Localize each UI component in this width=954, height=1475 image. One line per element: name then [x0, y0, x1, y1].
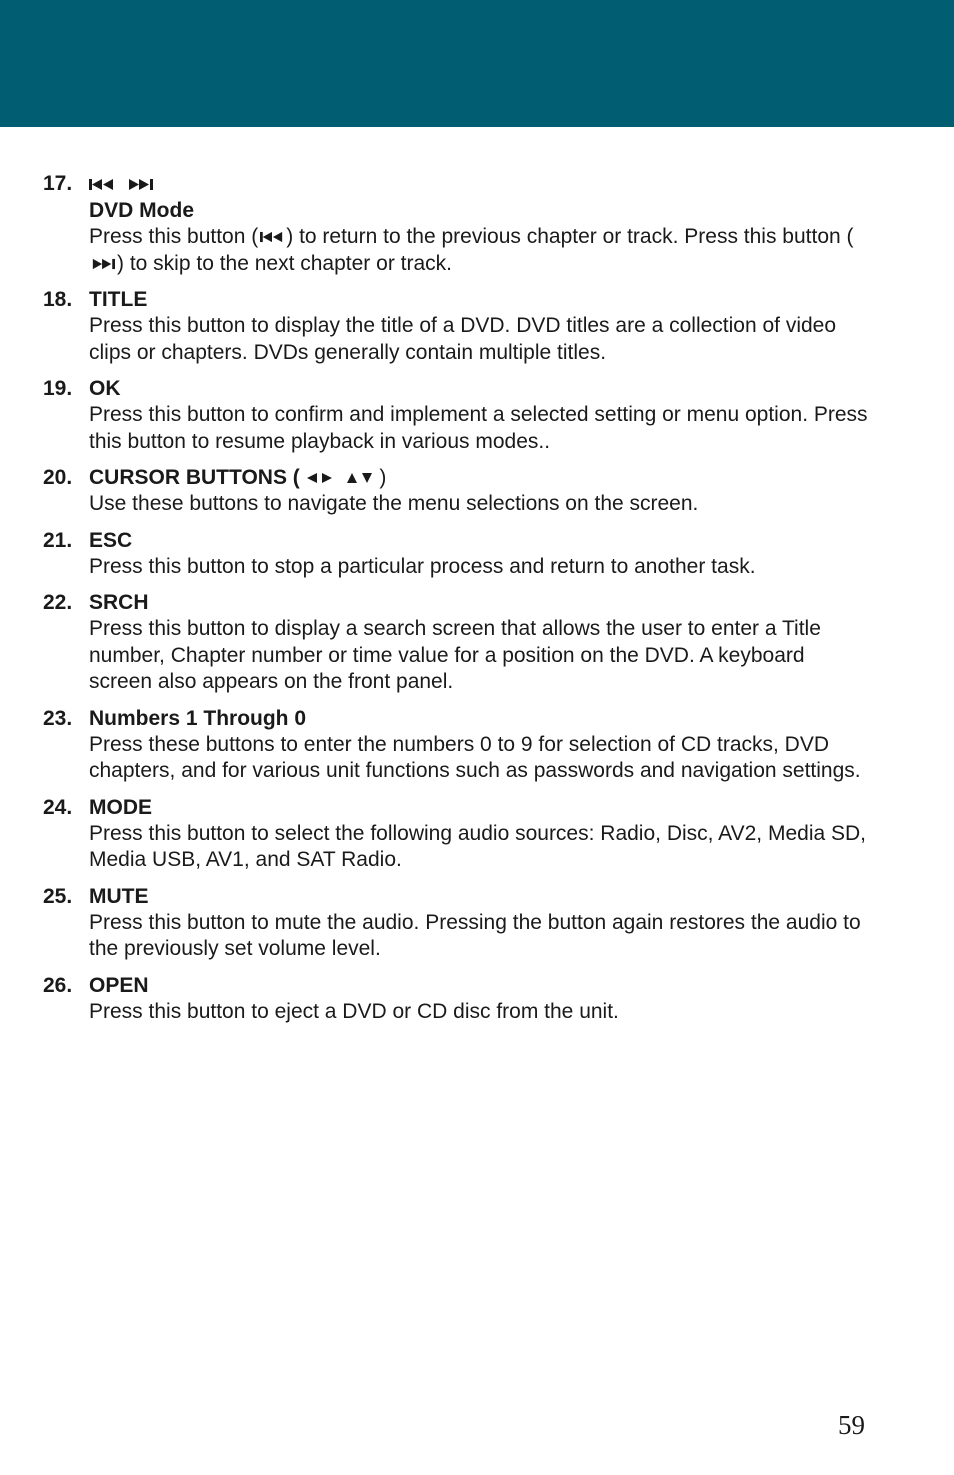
item-title: OK	[89, 377, 121, 400]
item-title: SRCH	[89, 591, 149, 614]
item-description: Use these buttons to navigate the menu selections on the screen.	[89, 492, 699, 515]
item-description: Press this button to display a search screen that allows the user to enter a Title number, Chapter number or time value for a position on the DVD. A keyboard screen also appears on the front panel.	[89, 617, 821, 693]
desc-part: ) to skip to the next chapter or track.	[117, 251, 452, 275]
skip-previous-icon	[89, 178, 115, 191]
item-description: Press this button to display the title of a DVD. DVD titles are a collection of video clips or chapters. DVDs generally contain multiple titles.	[89, 314, 837, 364]
item-subtitle: DVD Mode	[89, 199, 194, 222]
button-descriptions-list	[43, 170, 873, 1025]
item-title	[89, 464, 873, 491]
item-number: 17.	[43, 172, 73, 195]
item-title: OPEN	[89, 973, 149, 997]
item-description	[89, 224, 873, 277]
item-number: 19.	[43, 377, 73, 400]
item-description: Press this button to eject a DVD or CD disc from the unit.	[89, 999, 619, 1023]
item-number: 23.	[43, 706, 73, 730]
item-number: 20.	[43, 466, 73, 489]
list-item	[43, 286, 873, 366]
item-number: 24.	[43, 795, 73, 819]
item-number: 21.	[43, 528, 73, 552]
arrow-right-icon	[321, 472, 333, 484]
list-item	[43, 589, 873, 696]
item-title: TITLE	[89, 288, 148, 311]
skip-previous-icon	[260, 231, 284, 243]
item-title: Numbers 1 Through 0	[89, 706, 307, 730]
list-item	[43, 527, 873, 581]
list-item	[43, 883, 873, 963]
header-band	[0, 0, 954, 127]
item-description: Press this button to stop a particular process and return to another task.	[89, 554, 756, 578]
item-description: Press these buttons to enter the numbers 0 to 9 for selection of CD tracks, DVD chapters, and for various unit functions such as passwords and navigation settings.	[89, 732, 861, 782]
list-item	[43, 375, 873, 455]
desc-part: ) to return to the previous chapter or track. Press this button (	[286, 225, 854, 248]
item-number: 25.	[43, 884, 73, 908]
list-item	[43, 794, 873, 874]
list-item	[43, 705, 873, 785]
arrow-down-icon	[361, 472, 373, 484]
item-description: Press this button to mute the audio. Pressing the button again restores the audio to the previously set volume level.	[89, 910, 861, 960]
list-item	[43, 972, 873, 1026]
list-item	[43, 464, 873, 518]
title-part: CURSOR BUTTONS (	[89, 466, 300, 489]
item-title: MUTE	[89, 884, 149, 908]
skip-next-icon	[91, 258, 115, 270]
title-part: )	[379, 466, 387, 489]
item-title: ESC	[89, 528, 133, 552]
arrow-left-icon	[306, 472, 318, 484]
arrow-up-icon	[346, 472, 358, 484]
item-number: 18.	[43, 288, 73, 311]
item-number: 22.	[43, 591, 73, 614]
item-number: 26.	[43, 973, 73, 997]
skip-next-icon	[127, 178, 153, 191]
item-title-icons	[89, 170, 873, 197]
item-description: Press this button to select the following audio sources: Radio, Disc, AV2, Media SD, Media USB, AV1, and SAT Radio.	[89, 821, 866, 871]
item-description: Press this button to confirm and implement a selected setting or menu option. Press this button to resume playback in various modes..	[89, 403, 868, 453]
page-number: 59	[838, 1410, 865, 1440]
item-title: MODE	[89, 795, 152, 819]
desc-part: Press this button (	[89, 225, 259, 248]
list-item	[43, 170, 873, 277]
